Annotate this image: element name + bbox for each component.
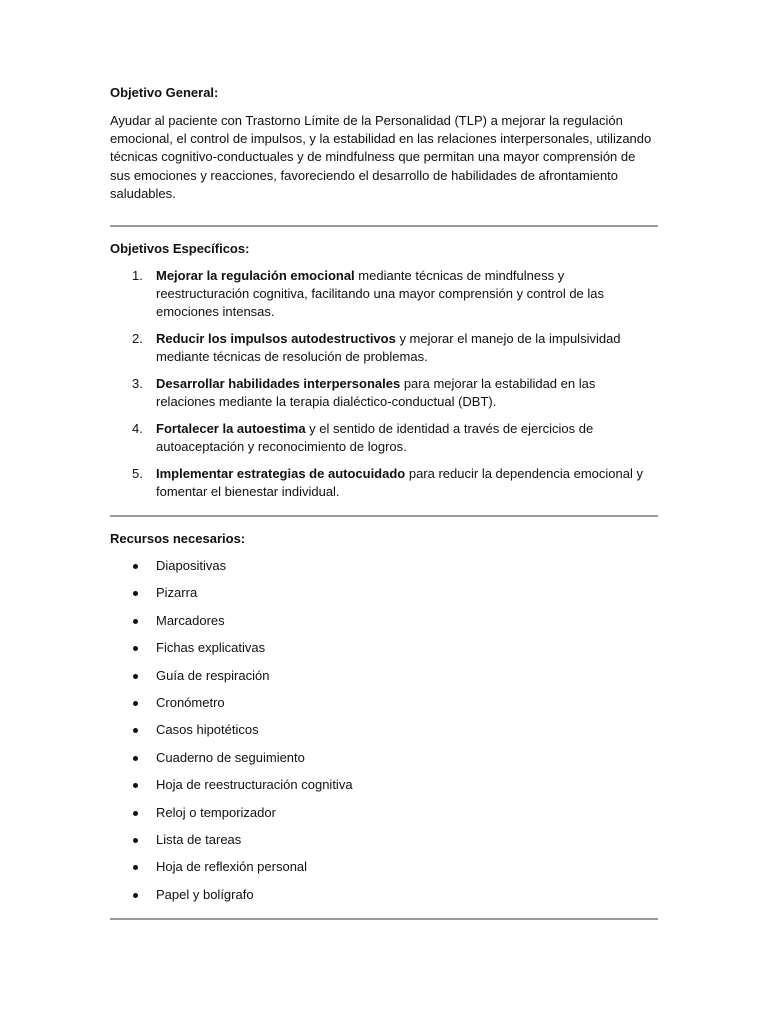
- list-item: [110, 465, 658, 501]
- list-item: [110, 886, 658, 904]
- list-item: [110, 330, 658, 366]
- bullet-icon: [133, 564, 138, 569]
- general-objective-text: Ayudar al paciente con Trastorno Límite de la Personalidad (TLP) a mejorar la regulación emocional, el control de impulsos, y la estabilidad en las relaciones interpersonales, utilizando técnicas cognitivo-conductuales y de mindfulness que permitan una mayor comprensión de sus emociones y reacciones, favoreciendo el desarrollo de habilidades de afrontamiento saludables.: [110, 113, 652, 201]
- bullet-icon: [133, 728, 138, 733]
- specific-objectives-heading: Objetivos Específicos:: [110, 241, 250, 257]
- item-text: Hoja de reflexión personal: [156, 859, 308, 875]
- item-text: mediante técnicas de mindfulness y reestructuración cognitiva, facilitando una mayor comprensión y control de las emociones intensas.: [156, 268, 605, 320]
- bullet-icon: [133, 756, 138, 761]
- item-number: 3.: [132, 376, 143, 392]
- list-item: [110, 584, 658, 602]
- section-divider: [110, 225, 658, 227]
- resources-list: [110, 557, 658, 904]
- item-text: para reducir la dependencia emocional y fomentar el bienestar individual.: [156, 466, 643, 500]
- item-number: 4.: [132, 421, 143, 437]
- general-objective-heading: Objetivo General:: [110, 85, 219, 100]
- list-item: [110, 639, 658, 657]
- list-item: [110, 776, 658, 794]
- list-item: [110, 667, 658, 685]
- item-bold-text: Reducir los impulsos autodestructivos: [156, 331, 396, 347]
- bullet-icon: [133, 619, 138, 624]
- bullet-icon: [133, 811, 138, 816]
- item-text: Cronómetro: [156, 694, 225, 710]
- bullet-icon: [133, 701, 138, 706]
- item-text: Casos hipotéticos: [156, 722, 259, 738]
- item-bold-text: Mejorar la regulación emocional: [156, 268, 355, 284]
- item-bold-text: Fortalecer la autoestima: [156, 421, 306, 437]
- item-bold-text: Implementar estrategias de autocuidado: [156, 466, 406, 482]
- item-text: Fichas explicativas: [156, 640, 266, 656]
- list-item: [110, 749, 658, 767]
- list-item: [110, 267, 658, 321]
- document-page: [110, 84, 658, 920]
- list-item: [110, 420, 658, 456]
- list-item: [110, 804, 658, 822]
- bullet-icon: [133, 591, 138, 596]
- item-text: Hoja de reestructuración cognitiva: [156, 777, 353, 793]
- bullet-icon: [133, 783, 138, 788]
- item-number: 5.: [132, 466, 143, 482]
- bullet-icon: [133, 893, 138, 898]
- item-text: Reloj o temporizador: [156, 804, 276, 820]
- item-bold-text: Desarrollar habilidades interpersonales: [156, 376, 401, 392]
- item-text: Marcadores: [156, 612, 225, 628]
- list-item: [110, 831, 658, 849]
- item-text: Guía de respiración: [156, 667, 270, 683]
- list-item: [110, 612, 658, 630]
- item-text: Papel y bolígrafo: [156, 886, 254, 902]
- item-text: Lista de tareas: [156, 831, 242, 847]
- item-number: 2.: [132, 331, 143, 347]
- list-item: [110, 375, 658, 411]
- section-divider: [110, 515, 658, 517]
- resources-heading: Recursos necesarios:: [110, 531, 246, 547]
- list-item: [110, 694, 658, 712]
- bullet-icon: [133, 838, 138, 843]
- list-item: [110, 557, 658, 575]
- item-text: para mejorar la estabilidad en las relaciones mediante la terapia dialéctico-conductual (DBT).: [156, 376, 596, 410]
- section-divider: [110, 918, 658, 920]
- specific-objectives-list: [110, 267, 658, 501]
- item-text: Diapositivas: [156, 558, 227, 574]
- item-text: y mejorar el manejo de la impulsividad mediante técnicas de resolución de problemas.: [156, 331, 621, 365]
- bullet-icon: [133, 646, 138, 651]
- list-item: [110, 858, 658, 876]
- list-item: [110, 721, 658, 739]
- bullet-icon: [133, 674, 138, 679]
- item-number: 1.: [132, 268, 143, 284]
- item-text: Pizarra: [156, 585, 198, 601]
- item-text: y el sentido de identidad a través de ejercicios de autoaceptación y reconocimiento de logros.: [156, 421, 594, 455]
- item-text: Cuaderno de seguimiento: [156, 749, 305, 765]
- bullet-icon: [133, 865, 138, 870]
